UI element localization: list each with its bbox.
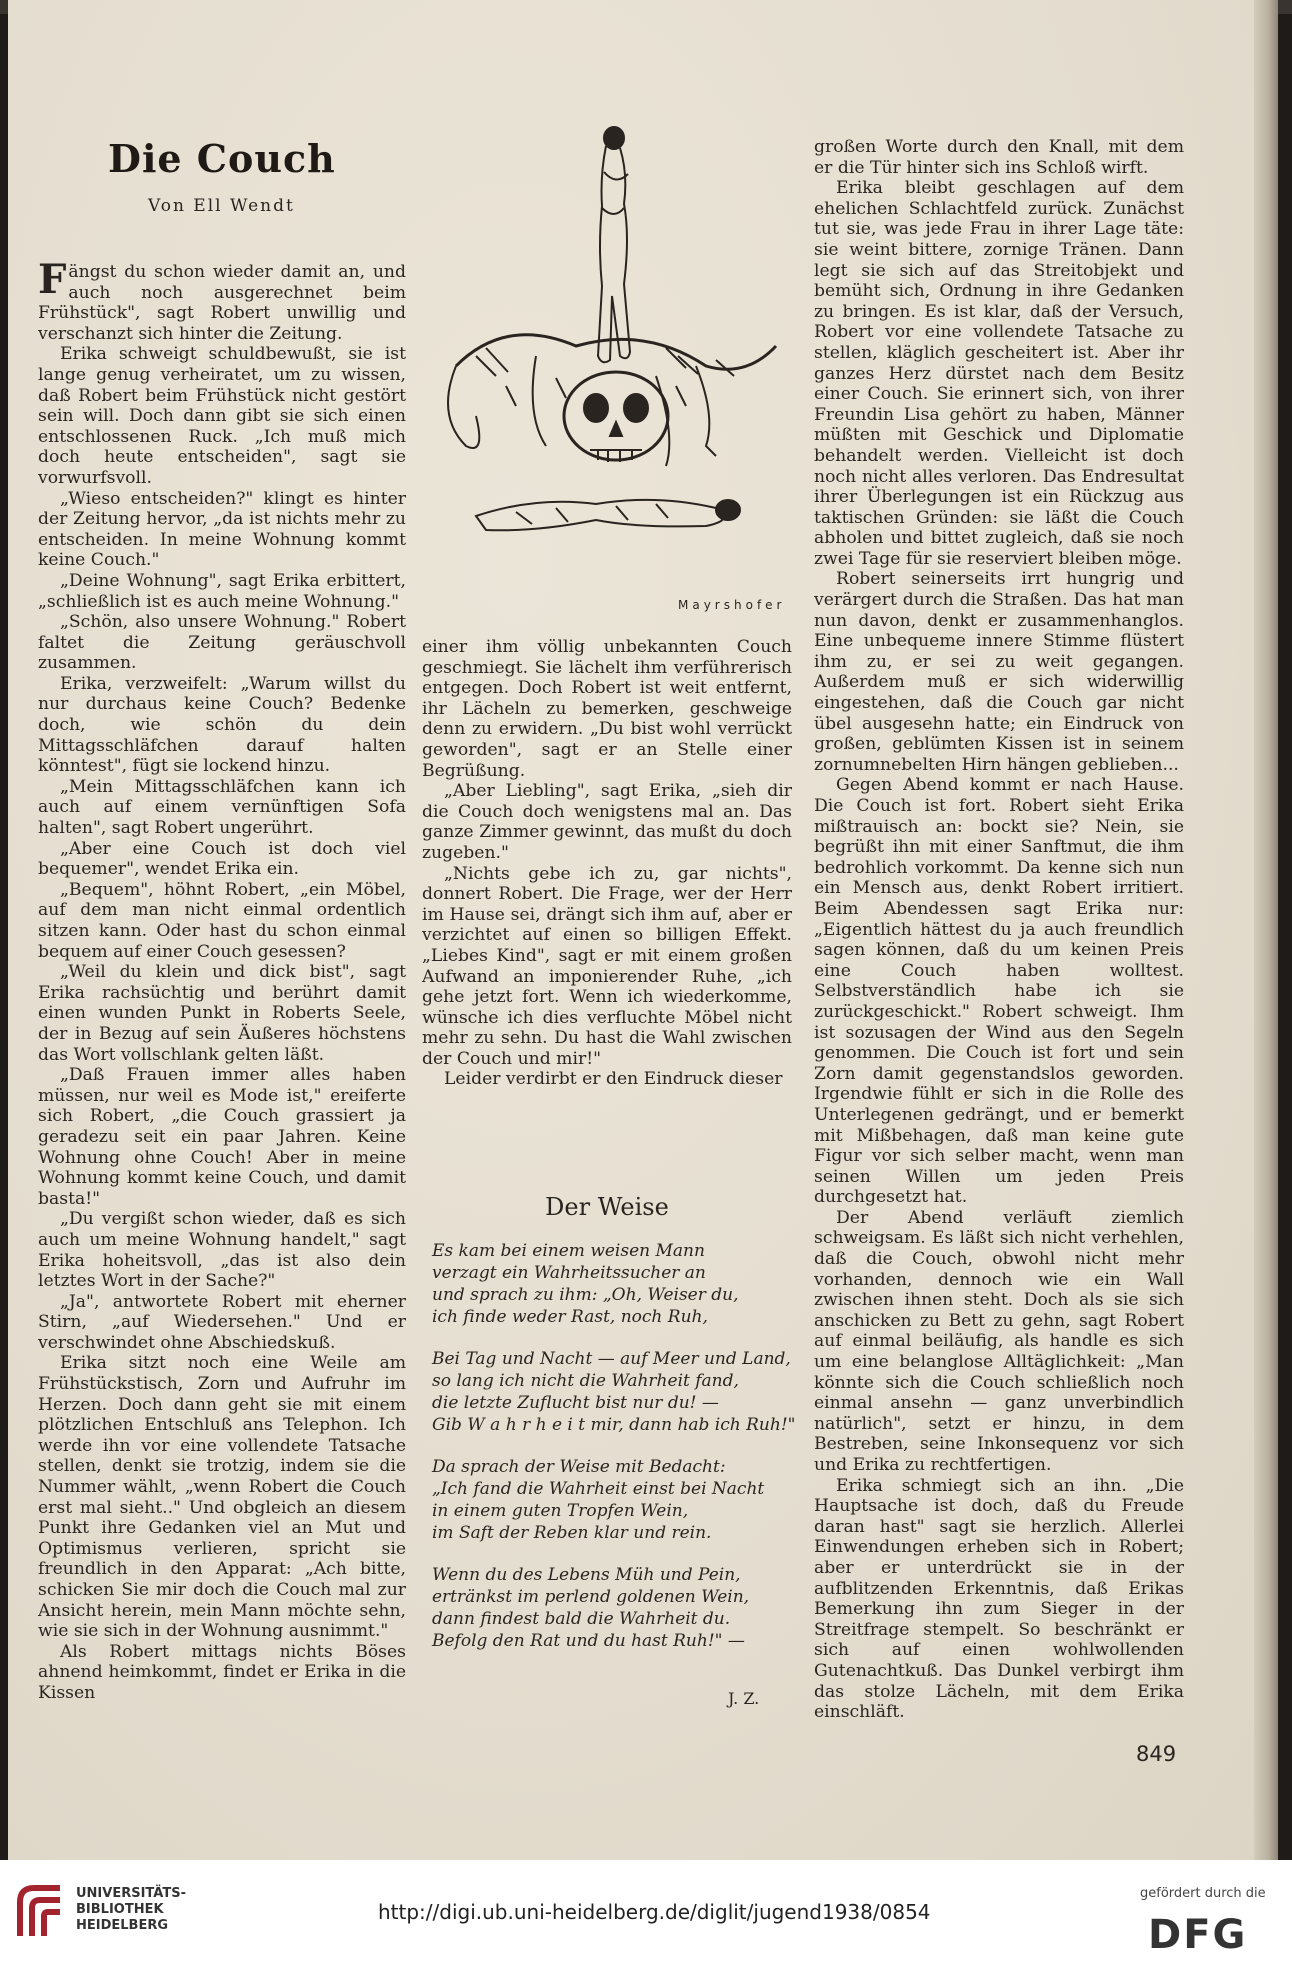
article-column-2 <box>422 637 792 1117</box>
source-url-link[interactable]: http://digi.ub.uni-heidelberg.de/diglit/jugend1938/0854 <box>378 1900 931 1924</box>
page-number: 849 <box>1136 1742 1177 1766</box>
poem-line: die letzte Zuflucht bist nur du! — <box>432 1393 719 1413</box>
poem-line: Befolg den Rat und du hast Ruh!" — <box>432 1631 745 1651</box>
article-paragraph: Erika, verzweifelt: „Warum willst du nur durchaus keine Couch? Bedenke doch, wie schön du dein Mittagsschläfchen darauf halten könntest", fügt sie lockend hinzu. <box>38 673 406 777</box>
poem-line: in einem guten Tropfen Wein, <box>432 1501 689 1521</box>
poem-line: im Saft der Reben klar und rein. <box>432 1523 712 1543</box>
university-library-logo-icon <box>14 1882 66 1942</box>
article-paragraph: „Aber Liebling", sagt Erika, „sieh dir die Couch doch wenigstens mal an. Das ganze Zimmer gewinnt, das mußt du doch zugeben." <box>422 781 792 863</box>
article-paragraph: „Weil du klein und dick bist", sagt Erika rachsüchtig und berührt damit einen wunden Punkt in Roberts Seele, der in Bezug auf sein Äußeres höchstens das Wort vollschlank gelten läßt. <box>38 962 406 1065</box>
article-paragraph: „Deine Wohnung", sagt Erika erbittert, „schließlich ist es auch meine Wohnung." <box>38 570 406 612</box>
article-paragraph: Erika schweigt schuldbewußt, sie ist lange genug verheiratet, um zu wissen, daß Robert beim Frühstück nicht gestört sein will. Doch dann gibt sie sich einen entschlossenen Ruck. „Ich muß mich doch heute entscheiden", sagt sie vorwurfsvoll. <box>38 344 406 488</box>
poem-title: Der Weise <box>545 1193 669 1221</box>
poem-stanza <box>432 1348 802 1436</box>
article-paragraph: großen Worte durch den Knall, mit dem er die Tür hinter sich ins Schloß wirft. <box>814 137 1184 178</box>
article-title: Die Couch <box>108 136 336 181</box>
article-paragraph: „Nichts gebe ich zu, gar nichts", donnert Robert. Die Frage, wer der Herr im Hause sei, drängt sich ihm auf, aber er verzichtet auf einen so billigen Effekt. „Liebes Kind", sagt er mit einem großen Aufwand an imponierender Ruhe, „ich gehe jetzt fort. Wenn ich wiederkomme, wünsche ich dies verfluchte Möbel nicht mehr zu sehn. Du hast die Wahl zwischen der Couch und mir!" <box>422 863 792 1069</box>
article-column-3 <box>814 137 1184 1723</box>
article-paragraph: „Wieso entscheiden?" klingt es hinter der Zeitung hervor, „da ist nichts mehr zu entscheiden. In meine Wohnung kommt keine Couch." <box>38 488 406 571</box>
article-paragraph: Erika sitzt noch eine Weile am Frühstückstisch, Zorn und Aufruhr im Herzen. Doch dann geht sie mit einem plötzlichen Entschluß ans Telephon. Ich werde ihn vor eine vollendete Tatsache stellen, denkt sie trotzig, indem sie die Nummer wählt, „wenn Robert die Couch erst mal sieht.." Und obgleich an diesem Punkt ihre Gedanken viel an Mut und Optimismus verlieren, spricht sie freundlich in den Apparat: „Ach bitte, schicken Sie mir doch die Couch mal zur Ansicht herein, mein Mann möchte sehn, wie sie sich in der Wohnung ausnimmt." <box>38 1353 406 1642</box>
article-paragraph: Erika bleibt geschlagen auf dem ehelichen Schlachtfeld zurück. Zunächst tut sie, was jede Frau in ihrer Lage täte: sie weint bittere, zornige Tränen. Dann legt sie sich auf das Streitobjekt und bemüht sich, Ordnung in ihre Gedanken zu bringen. Es ist klar, daß der Versuch, Robert vor eine vollendete Tatsache zu stellen, kläglich gescheitert ist. Aber ihr ganzes Herz dürstet nach dem Besitz einer Couch. Sie erinnert sich, von ihrer Freundin Lisa gehört zu haben, Männer müßten mit Geschick und Diplomatie behandelt werden. Vielleicht ist doch noch nicht alles verloren. Das Endresultat ihrer Überlegungen ist ein Rückzug aus taktischen Gründen: sie läßt die Couch abholen und bittet zugleich, daß sie noch zwei Tage für sie reserviert bleiben möge. <box>814 178 1184 569</box>
poem-line: „Ich fand die Wahrheit einst bei Nacht <box>432 1479 765 1499</box>
article-paragraph: „Mein Mittagsschläfchen kann ich auch auf einem vernünftigen Sofa halten", sagt Robert ungerührt. <box>38 776 406 839</box>
poem-signature: J. Z. <box>728 1689 760 1708</box>
article-paragraph: „Bequem", höhnt Robert, „ein Möbel, auf dem man nicht einmal ordentlich sitzen kann. Oder hast du schon einmal bequem auf einer Couch gesessen? <box>38 879 406 962</box>
article-paragraph: „Daß Frauen immer alles haben müssen, nur weil es Mode ist," ereiferte sich Robert, „die Couch grassiert ja geradezu seit ein paar Jahren. Keine Wohnung ohne Couch! Aber in meine Wohnung kommt keine Couch, und damit basta!" <box>38 1065 406 1209</box>
article-paragraph: „Ja", antwortete Robert mit eherner Stirn, „auf Wiedersehen." Und er verschwindet ohne Abschiedskuß. <box>38 1291 406 1353</box>
article-paragraph: Der Abend verläuft ziemlich schweigsam. Es läßt sich nicht verhehlen, daß die Couch, obwohl nicht mehr vorhanden, dennoch wie ein Wall zwischen ihnen steht. Doch als sie sich anschicken zu Bett zu gehn, sagt Robert auf einmal beiläufig, als handle es sich um eine belanglose Alltäglichkeit: „Man könnte sich die Couch schließlich noch einmal ansehn — ganz unverbindlich natürlich", setzt er hinzu, in dem Bestreben, seine Inkonsequenz vor sich und Erika zu rechtfertigen. <box>814 1207 1184 1475</box>
article-byline: Von Ell Wendt <box>148 196 295 216</box>
article-paragraph: einer ihm völlig unbekannten Couch geschmiegt. Sie lächelt ihm verführerisch entgegen. Doch Robert ist weit entfernt, ihr Lächeln zu bemerken, geschweige denn zu erwidern. „Du bist wohl verrückt geworden", sagt er an Stelle einer Begrüßung. <box>422 637 792 781</box>
article-paragraph: „Aber eine Couch ist doch viel bequemer", wendet Erika ein. <box>38 838 406 880</box>
article-column-1 <box>38 256 406 1703</box>
poem-line: und sprach zu ihm: „Oh, Weiser du, <box>432 1285 739 1305</box>
article-paragraph: Gegen Abend kommt er nach Hause. Die Couch ist fort. Robert sieht Erika mißtrauisch an: bockt sie? Nein, sie begrüßt ihn mit einer Sanftmut, die ihm bedrohlich vorkommt. Da kenne sich nun ein Mensch aus, denkt Robert irritiert. Beim Abendessen sagt Erika nur: „Eigentlich hättest du ja auch freundlich sagen können, daß du um keinen Preis eine Couch haben wolltest. Selbstverständlich habe ich sie zurückgeschickt." Robert schweigt. Ihm ist sozusagen der Wind aus den Segeln genommen. Die Couch ist fort und sein Zorn damit gegenstandslos geworden. Irgendwie fühlt er sich in die Rolle des Unterlegenen gedrängt, und er bemerkt mit Mißbehagen, daß man keine gute Figur vor sich selber macht, wenn man seinen Willen um jeden Preis durchgesetzt hat. <box>814 775 1184 1208</box>
page-spine <box>1254 0 1278 1860</box>
article-paragraph: Erika schmiegt sich an ihn. „Die Hauptsache ist doch, daß du Freude daran hast" sagt sie herzlich. Allerlei Einwendungen erheben sich in Robert; aber er unterdrückt sie in der aufblitzenden Erkenntnis, daß Erikas Bemerkung ihn zum Sieger in der Streitfrage stempelt. So beschränkt er sich auf einen wohlwollenden Gutenachtkuß. Das Dunkel verbirgt ihm das stolze Lächeln, mit dem Erika einschläft. <box>814 1475 1184 1723</box>
article-paragraph: „Du vergißt schon wieder, daß es sich auch um meine Wohnung handelt," sagt Erika hoheitsvoll, „das ist also dein letztes Wort in der Sache?" <box>38 1209 406 1292</box>
poem-line: Gib W a h r h e i t mir, dann hab ich Ruh!" <box>432 1415 796 1435</box>
article-paragraph: Robert seinerseits irrt hungrig und verärgert durch die Straßen. Das hat man nun davon, denkt er zusammenhanglos. Eine unbequeme innere Stimme flüstert ihm zu, er sei zu weit gegangen. Außerdem muß er sich widerwillig eingestehen, daß die Couch gar nicht übel ausgesehn hatte; ein Eindruck von großen, geblümten Kissen ist in seinem zornumnebelten Hirn hängen geblieben... <box>814 569 1184 775</box>
poem-stanza <box>432 1564 802 1652</box>
article-paragraph: Als Robert mittags nichts Böses ahnend heimkommt, findet er Erika in die Kissen <box>38 1641 406 1703</box>
poem-line: so lang ich nicht die Wahrheit fand, <box>432 1371 739 1391</box>
article-paragraph: Leider verdirbt er den Eindruck dieser <box>444 1069 783 1090</box>
drop-cap: F <box>38 256 67 303</box>
poem-line: verzagt ein Wahrheitssucher an <box>432 1263 706 1283</box>
poem-line: Bei Tag und Nacht — auf Meer und Land, <box>432 1349 791 1369</box>
woman-on-beast-skull-drawing-icon <box>416 116 796 596</box>
library-name: UNIVERSITÄTS- BIBLIOTHEK HEIDELBERG <box>76 1886 186 1933</box>
poem-line: Wenn du des Lebens Müh und Pein, <box>432 1565 741 1585</box>
poem-body <box>432 1240 802 1672</box>
poem-line: Da sprach der Weise mit Bedacht: <box>432 1457 726 1477</box>
article-paragraph: „Schön, also unsere Wohnung." Robert faltet die Zeitung geräuschvoll zusammen. <box>38 612 406 674</box>
article-paragraph: Fängst du schon wieder damit an, und auch noch ausgerechnet beim Frühstück", sagt Robert unwillig und verschanzt sich hinter die Zeitung. <box>38 256 406 344</box>
poem-stanza <box>432 1240 802 1328</box>
poem-line: ertränkst im perlend goldenen Wein, <box>432 1587 750 1607</box>
dfg-logo: DFG <box>1148 1912 1248 1958</box>
digitization-footer <box>0 1860 1292 1964</box>
illustration-credit: Mayrshofer <box>678 598 786 612</box>
poem-line: ich finde weder Rast, noch Ruh, <box>432 1307 708 1327</box>
poem-stanza <box>432 1456 802 1544</box>
poem-line: Es kam bei einem weisen Mann <box>432 1241 705 1261</box>
poem-line: dann findest bald die Wahrheit du. <box>432 1609 731 1629</box>
funding-note: gefördert durch die <box>1140 1886 1266 1901</box>
magazine-page <box>8 0 1278 1860</box>
